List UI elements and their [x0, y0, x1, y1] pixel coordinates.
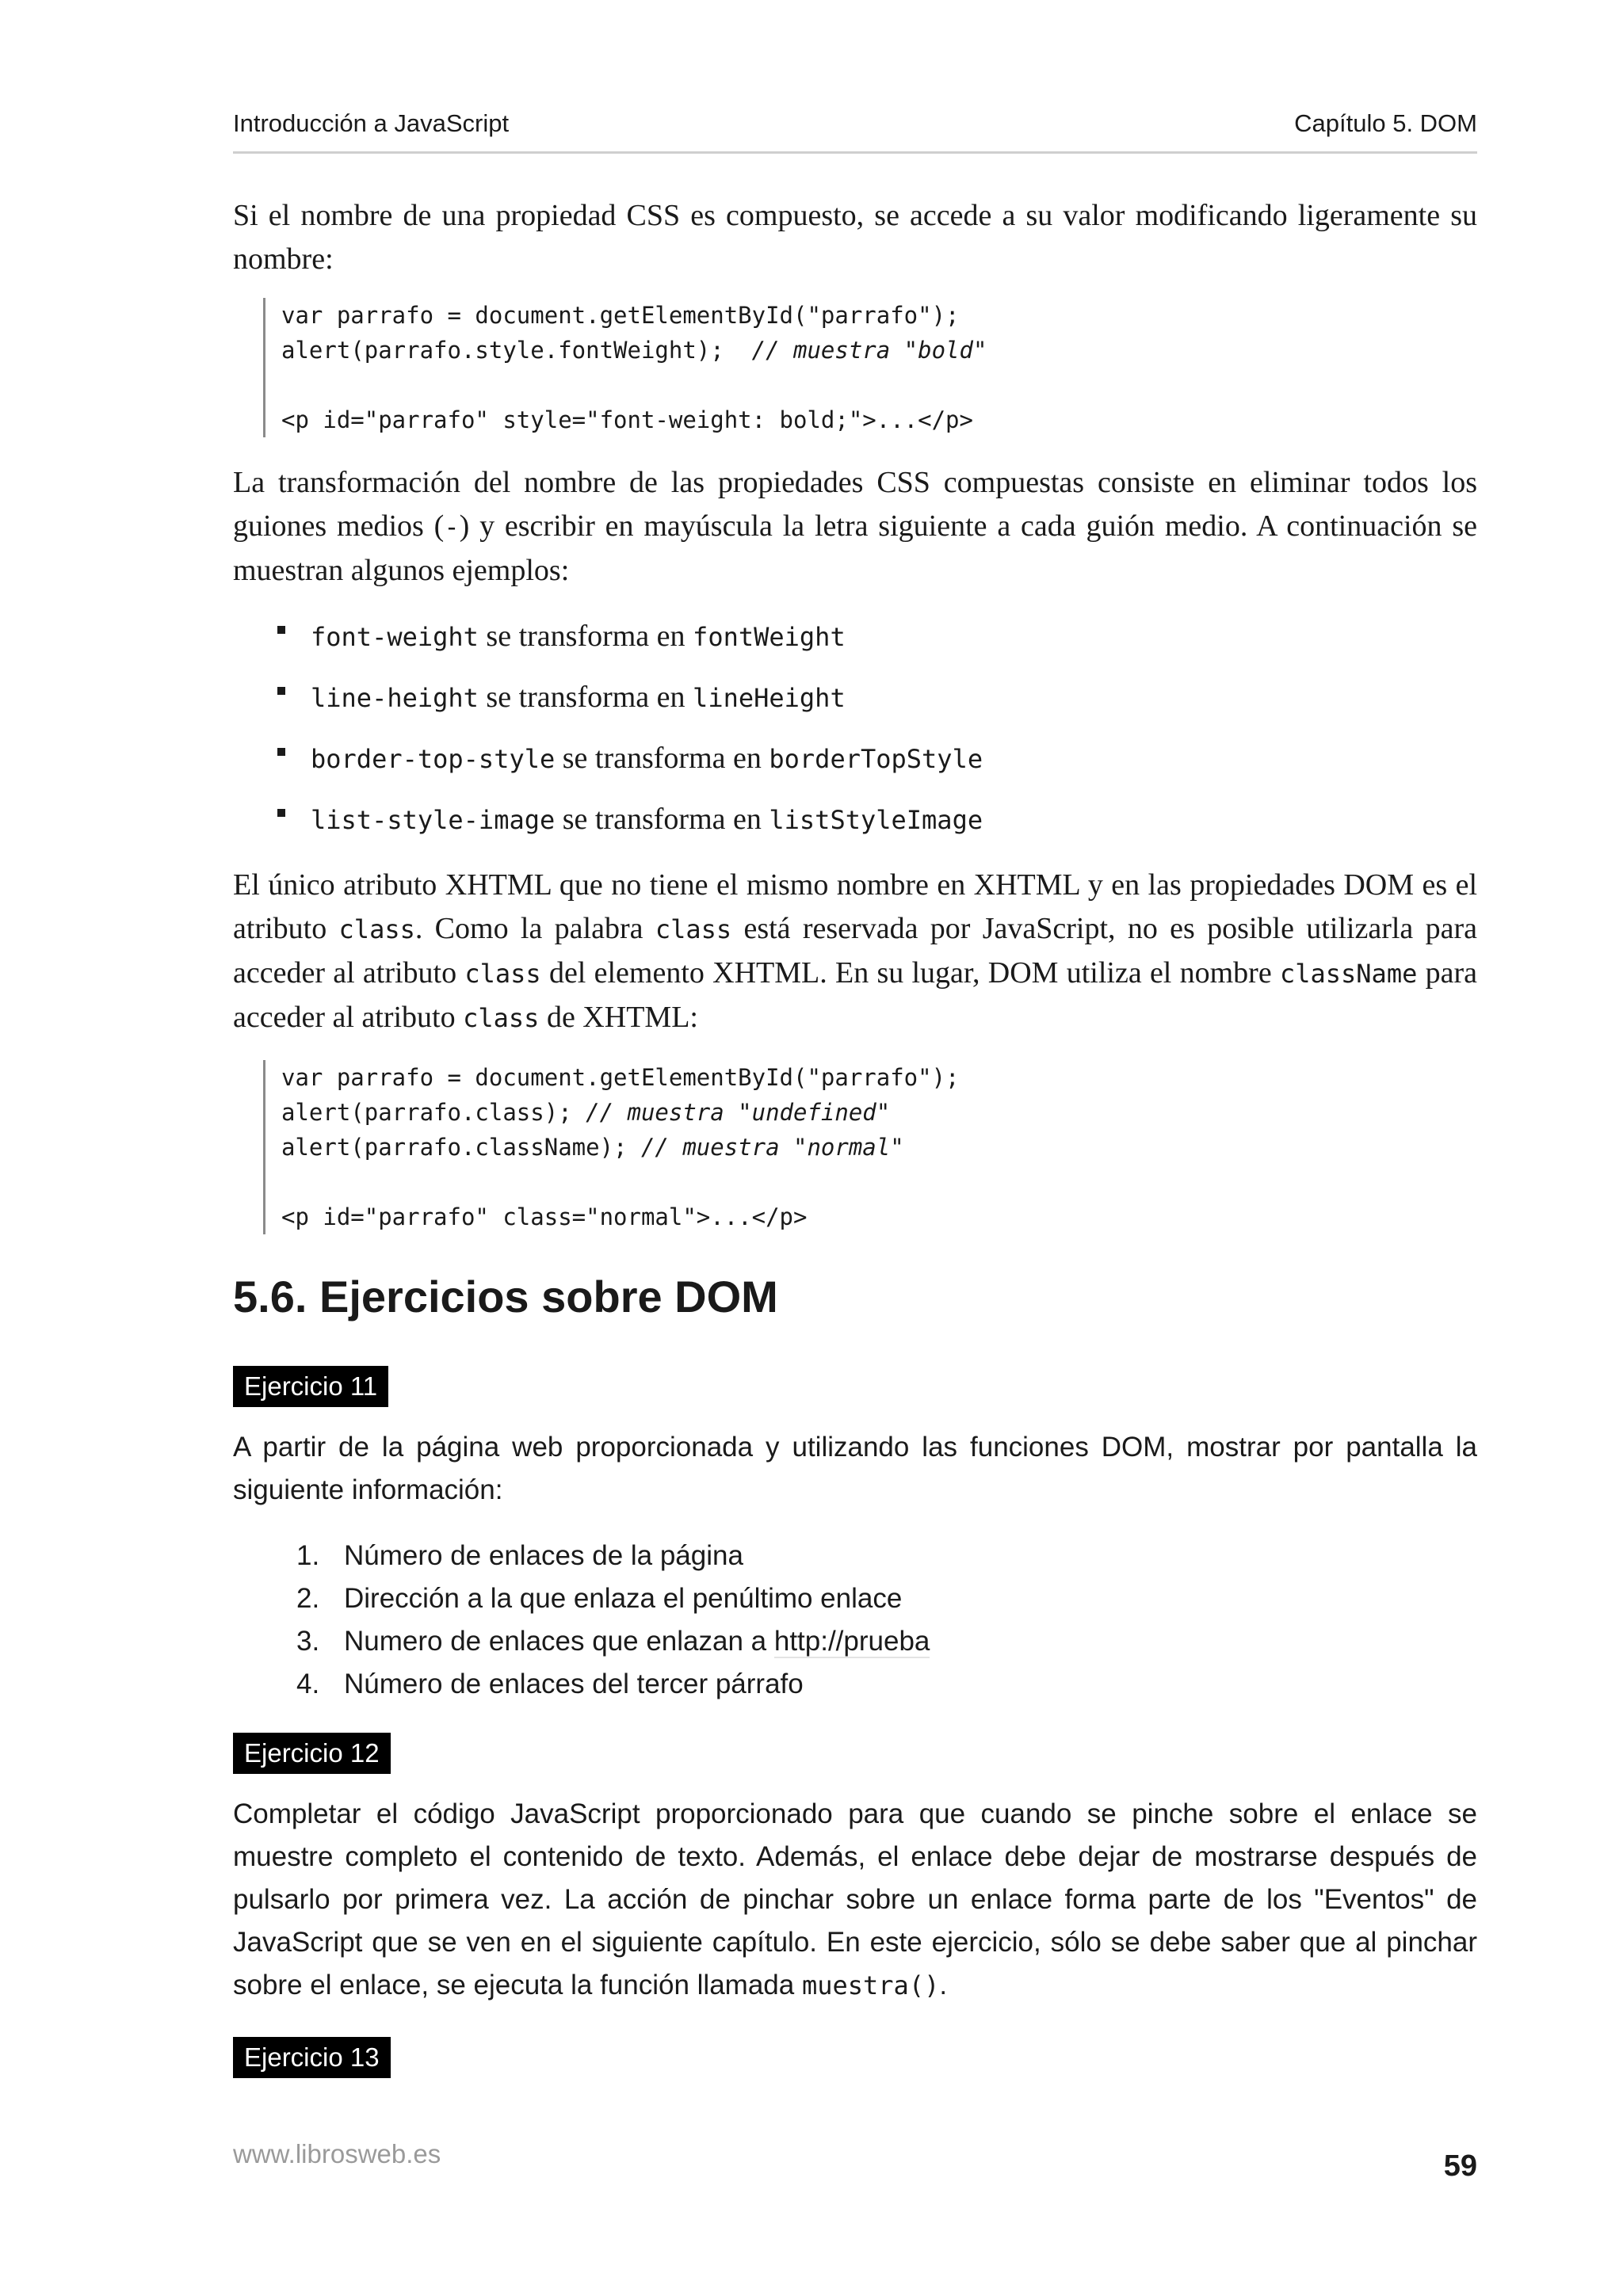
prueba-link[interactable]: http://prueba	[773, 1626, 930, 1657]
inline-code: className	[1279, 959, 1418, 989]
inline-code: muestra()	[801, 1970, 940, 2000]
list-number: 3.	[296, 1626, 320, 1657]
list-number: 1.	[296, 1540, 320, 1571]
square-bullet-icon	[277, 748, 285, 756]
inline-code: fontWeight	[693, 622, 846, 652]
transform-list	[233, 616, 1477, 860]
text-span: El único atributo XHTML que no tiene el mismo nombre en XHTML y en las propiedades DOM es el atributo	[233, 868, 1477, 945]
inline-code: listStyleImage	[769, 805, 983, 835]
list-item	[233, 1663, 1477, 1706]
inline-code: borderTopStyle	[769, 744, 983, 774]
paragraph-transformation	[233, 461, 1477, 593]
inline-code: class	[464, 959, 541, 989]
inline-code: line-height	[311, 683, 479, 713]
paragraph-class-attribute	[233, 864, 1477, 1040]
list-item	[233, 677, 1477, 738]
list-text: Número de enlaces del tercer párrafo	[344, 1669, 804, 1699]
code-line: alert(parrafo.style.fontWeight);	[281, 337, 752, 364]
code-line: <p id="parrafo" class="normal">...</p>	[281, 1203, 808, 1230]
list-text: Numero de enlaces que enlazan a	[344, 1626, 774, 1657]
list-item	[233, 1535, 1477, 1577]
inline-code: class	[655, 914, 732, 944]
text-span: del elemento XHTML. En su lugar, DOM utiliza el nombre	[540, 956, 1280, 990]
footer-url[interactable]: www.librosweb.es	[233, 2139, 441, 2168]
exercise-11-list	[233, 1535, 1477, 1706]
list-text: Número de enlaces de la página	[344, 1540, 743, 1571]
inline-code: lineHeight	[693, 683, 846, 713]
list-item	[233, 1577, 1477, 1620]
running-header	[233, 109, 1477, 154]
text-span: está reservada por JavaScript, no es posible utilizarla para acceder al atributo	[233, 912, 1478, 990]
list-number: 2.	[296, 1583, 320, 1614]
text-span: se transforma en	[555, 742, 769, 775]
text-span: La transformación del nombre de las propiedades CSS compuestas consiste en eliminar todos los guiones medios (	[233, 466, 1477, 543]
exercise-11-text: A partir de la página web proporcionada y utilizando las funciones DOM, mostrar por pantalla la siguiente información:	[233, 1432, 1477, 1505]
header-chapter: Capítulo 5. DOM	[1294, 109, 1477, 137]
code-line: <p id="parrafo" style="font-weight: bold;">...</p>	[281, 406, 973, 433]
page-number: 59	[1443, 2149, 1477, 2183]
section-heading: 5.6. Ejercicios sobre DOM	[233, 1272, 778, 1322]
code-block-classname	[263, 1060, 960, 1234]
text-span: para acceder al atributo	[233, 956, 1477, 1034]
exercise-12-text	[233, 1793, 1477, 2007]
list-text: Dirección a la que enlaza el penúltimo enlace	[344, 1583, 903, 1614]
list-item	[233, 1620, 1477, 1663]
paragraph-compound-property: Si el nombre de una propiedad CSS es compuesto, se accede a su valor modificando ligeramente su nombre:	[233, 199, 1477, 276]
exercise-badge: Ejercicio 12	[233, 1733, 391, 1774]
code-comment: // muestra "bold"	[751, 337, 987, 364]
list-item	[233, 738, 1477, 799]
square-bullet-icon	[277, 626, 285, 634]
text-span: de XHTML:	[539, 1001, 698, 1034]
list-number: 4.	[296, 1669, 320, 1699]
exercise-badge: Ejercicio 11	[233, 1366, 388, 1407]
code-line: alert(parrafo.className);	[281, 1134, 641, 1161]
text-span: Completar el código JavaScript proporcionado para que cuando se pinche sobre el enlace se muestre completo el contenido de texto. Además, el enlace debe dejar de mostrarse después de pulsarlo por primera vez. La acción de pinchar sobre un enlace forma parte de los "Eventos" de JavaScript que se ven en el siguiente capítulo. En este ejercicio, sólo se debe saber que al pinchar sobre el enlace, se ejecuta la función llamada	[233, 1798, 1477, 2000]
inline-code: -	[444, 512, 460, 542]
header-book-title: Introducción a JavaScript	[233, 109, 510, 137]
inline-code: class	[463, 1003, 540, 1033]
code-line: var parrafo = document.getElementById("parrafo");	[281, 1064, 960, 1091]
code-block-fontweight	[263, 298, 987, 437]
text-span: .	[939, 1970, 948, 2000]
text-span: ) y escribir en mayúscula la letra siguiente a cada guión medio. A continuación se muestran algunos ejemplos:	[233, 509, 1478, 587]
text-span: . Como la palabra	[414, 912, 655, 945]
code-line: alert(parrafo.class);	[281, 1099, 586, 1126]
square-bullet-icon	[277, 809, 285, 817]
inline-code: font-weight	[311, 622, 479, 652]
code-comment: // muestra "undefined"	[586, 1099, 891, 1126]
inline-code: border-top-style	[311, 744, 556, 774]
code-comment: // muestra "normal"	[640, 1134, 904, 1161]
text-span: se transforma en	[478, 681, 693, 714]
exercise-badge: Ejercicio 13	[233, 2037, 391, 2078]
inline-code: class	[338, 914, 415, 944]
text-span: se transforma en	[478, 620, 693, 653]
code-line: var parrafo = document.getElementById("parrafo");	[281, 302, 960, 329]
text-span: se transforma en	[555, 803, 769, 836]
list-item	[233, 616, 1477, 677]
list-item	[233, 799, 1477, 860]
inline-code: list-style-image	[311, 805, 556, 835]
square-bullet-icon	[277, 687, 285, 695]
